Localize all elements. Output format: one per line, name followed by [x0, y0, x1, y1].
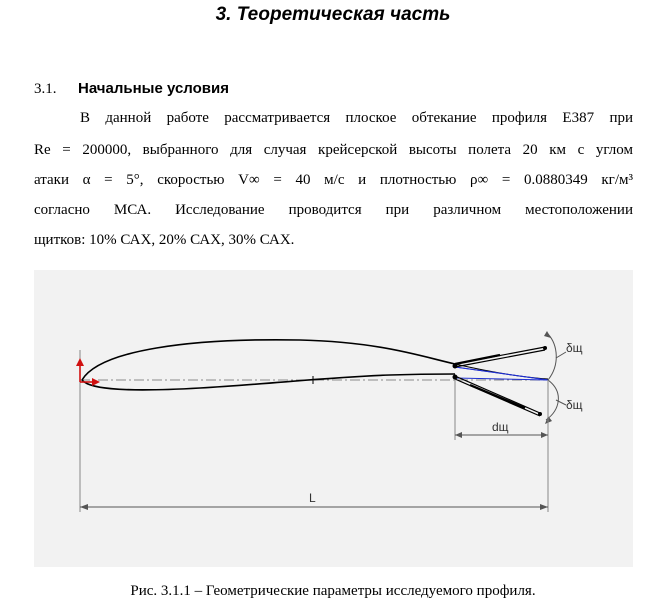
figure-caption: Рис. 3.1.1 – Геометрические параметры исследуемого профиля.	[130, 583, 536, 599]
arrow-icon	[92, 378, 100, 386]
trailing-edge-line	[455, 364, 548, 379]
flap-tip-lower	[538, 412, 542, 416]
airfoil-diagram	[34, 270, 633, 567]
paragraph-line: атаки α = 5°, скоростью V∞ = 40 м/с и плотностью ρ∞ = 0.0880349 кг/м³	[34, 172, 633, 188]
arrow-icon	[544, 331, 551, 338]
flap-tip-upper	[543, 346, 547, 350]
chord-label: L	[309, 491, 316, 505]
arrow-icon	[455, 432, 462, 438]
paragraph-line: В данной работе рассматривается плоское обтекание профиля E387 при	[80, 110, 633, 126]
airfoil-lower-surface	[82, 374, 455, 390]
paragraph-line: Re = 200000, выбранного для случая крейсерской высоты полета 20 км с углом	[34, 142, 633, 158]
lower-flap	[455, 376, 540, 413]
flap-length-label: dщ	[492, 420, 509, 434]
paragraph-line: щитков: 10% САХ, 20% САХ, 30% САХ.	[34, 232, 295, 248]
section-number: 3.1.	[34, 81, 57, 97]
leader-line	[556, 352, 566, 358]
lower-flap-thick	[470, 385, 525, 408]
flap-angle-arc-top	[548, 334, 556, 380]
flap-hinge-lower	[453, 375, 458, 380]
section-title: Начальные условия	[78, 80, 229, 97]
upper-flap-edge	[455, 350, 545, 367]
arrow-icon	[80, 504, 88, 510]
flap-hinge-upper	[453, 364, 458, 369]
arrow-icon	[541, 432, 548, 438]
chapter-title: 3. Теоретическая часть	[215, 4, 451, 25]
flap-angle-label-top: δщ	[566, 341, 583, 355]
airfoil-figure	[34, 270, 633, 567]
arrow-icon	[540, 504, 548, 510]
flap-angle-label-bottom: δщ	[566, 398, 583, 412]
arrow-icon	[76, 358, 84, 366]
paragraph-line: согласно МСА. Исследование проводится при различном местоположении	[34, 202, 633, 218]
section-heading	[34, 80, 229, 98]
